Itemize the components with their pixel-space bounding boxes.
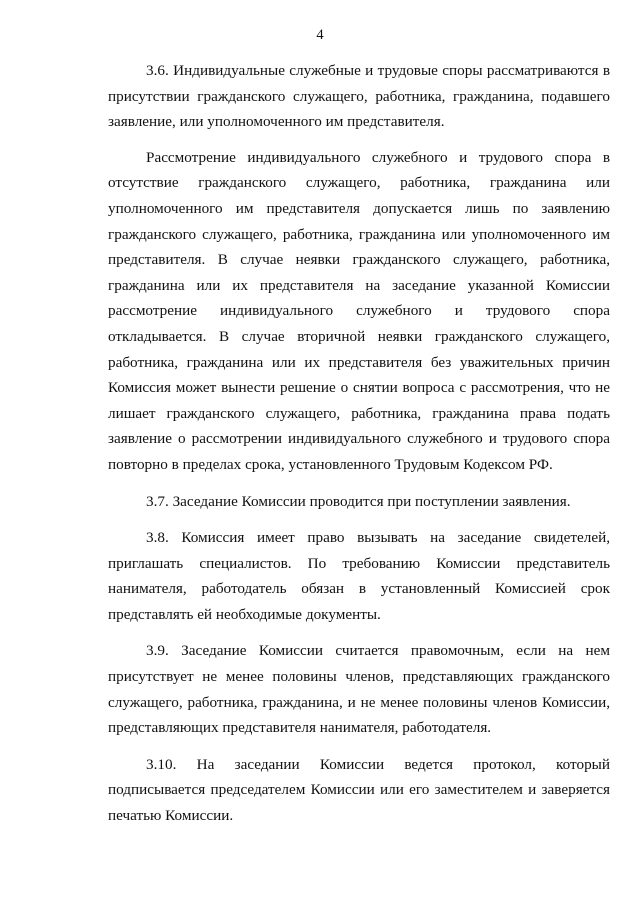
page-number: 4 xyxy=(316,27,324,43)
paragraph-3-8: 3.8. Комиссия имеет право вызывать на заседание свидетелей, приглашать специалистов. По требованию Комиссии представитель нанимателя, работодатель обязан в установленный Комиссией срок представлять ей необходимые документы. xyxy=(108,529,610,623)
paragraph-3-6-continuation: Рассмотрение индивидуального служебного и трудового спора в отсутствие гражданского служащего, работника, гражданина или уполномоченного им представителя допускается лишь по заявлению гражданского служащего, работника, гражданина или уполномоченного им представителя. В случае неявки гражданского служащего, работника, гражданина или их представителя на заседание указанной Комиссии рассмотрение индивидуального служебного и трудового спора откладывается. В случае вторичной неявки гражданского служащего, работника, гражданина или их представителя без уважительных причин Комиссия может вынести решение о снятии вопроса с рассмотрения, что не лишает гражданского служащего, работника, гражданина права подать заявление о рассмотрении индивидуального служебного и трудового спора повторно в пределах срока, установленного Трудовым Кодексом РФ. xyxy=(108,148,610,473)
document-body xyxy=(108,58,610,829)
paragraph-3-7: 3.7. Заседание Комиссии проводится при поступлении заявления. xyxy=(146,492,571,510)
paragraph-3-10: 3.10. На заседании Комиссии ведется протокол, который подписывается председателем Комиссии или его заместителем и заверяется печатью Комиссии. xyxy=(108,755,610,825)
paragraph-3-9: 3.9. Заседание Комиссии считается правомочным, если на нем присутствует не менее половины членов, представляющих гражданского служащего, работника, гражданина, и не менее половины членов Комиссии, представляющих представителя нанимателя, работодателя. xyxy=(108,642,610,737)
paragraph-3-6: 3.6. Индивидуальные служебные и трудовые споры рассматриваются в присутствии гражданского служащего, работника, гражданина, подавшего заявление, или уполномоченного им представителя. xyxy=(108,62,610,131)
